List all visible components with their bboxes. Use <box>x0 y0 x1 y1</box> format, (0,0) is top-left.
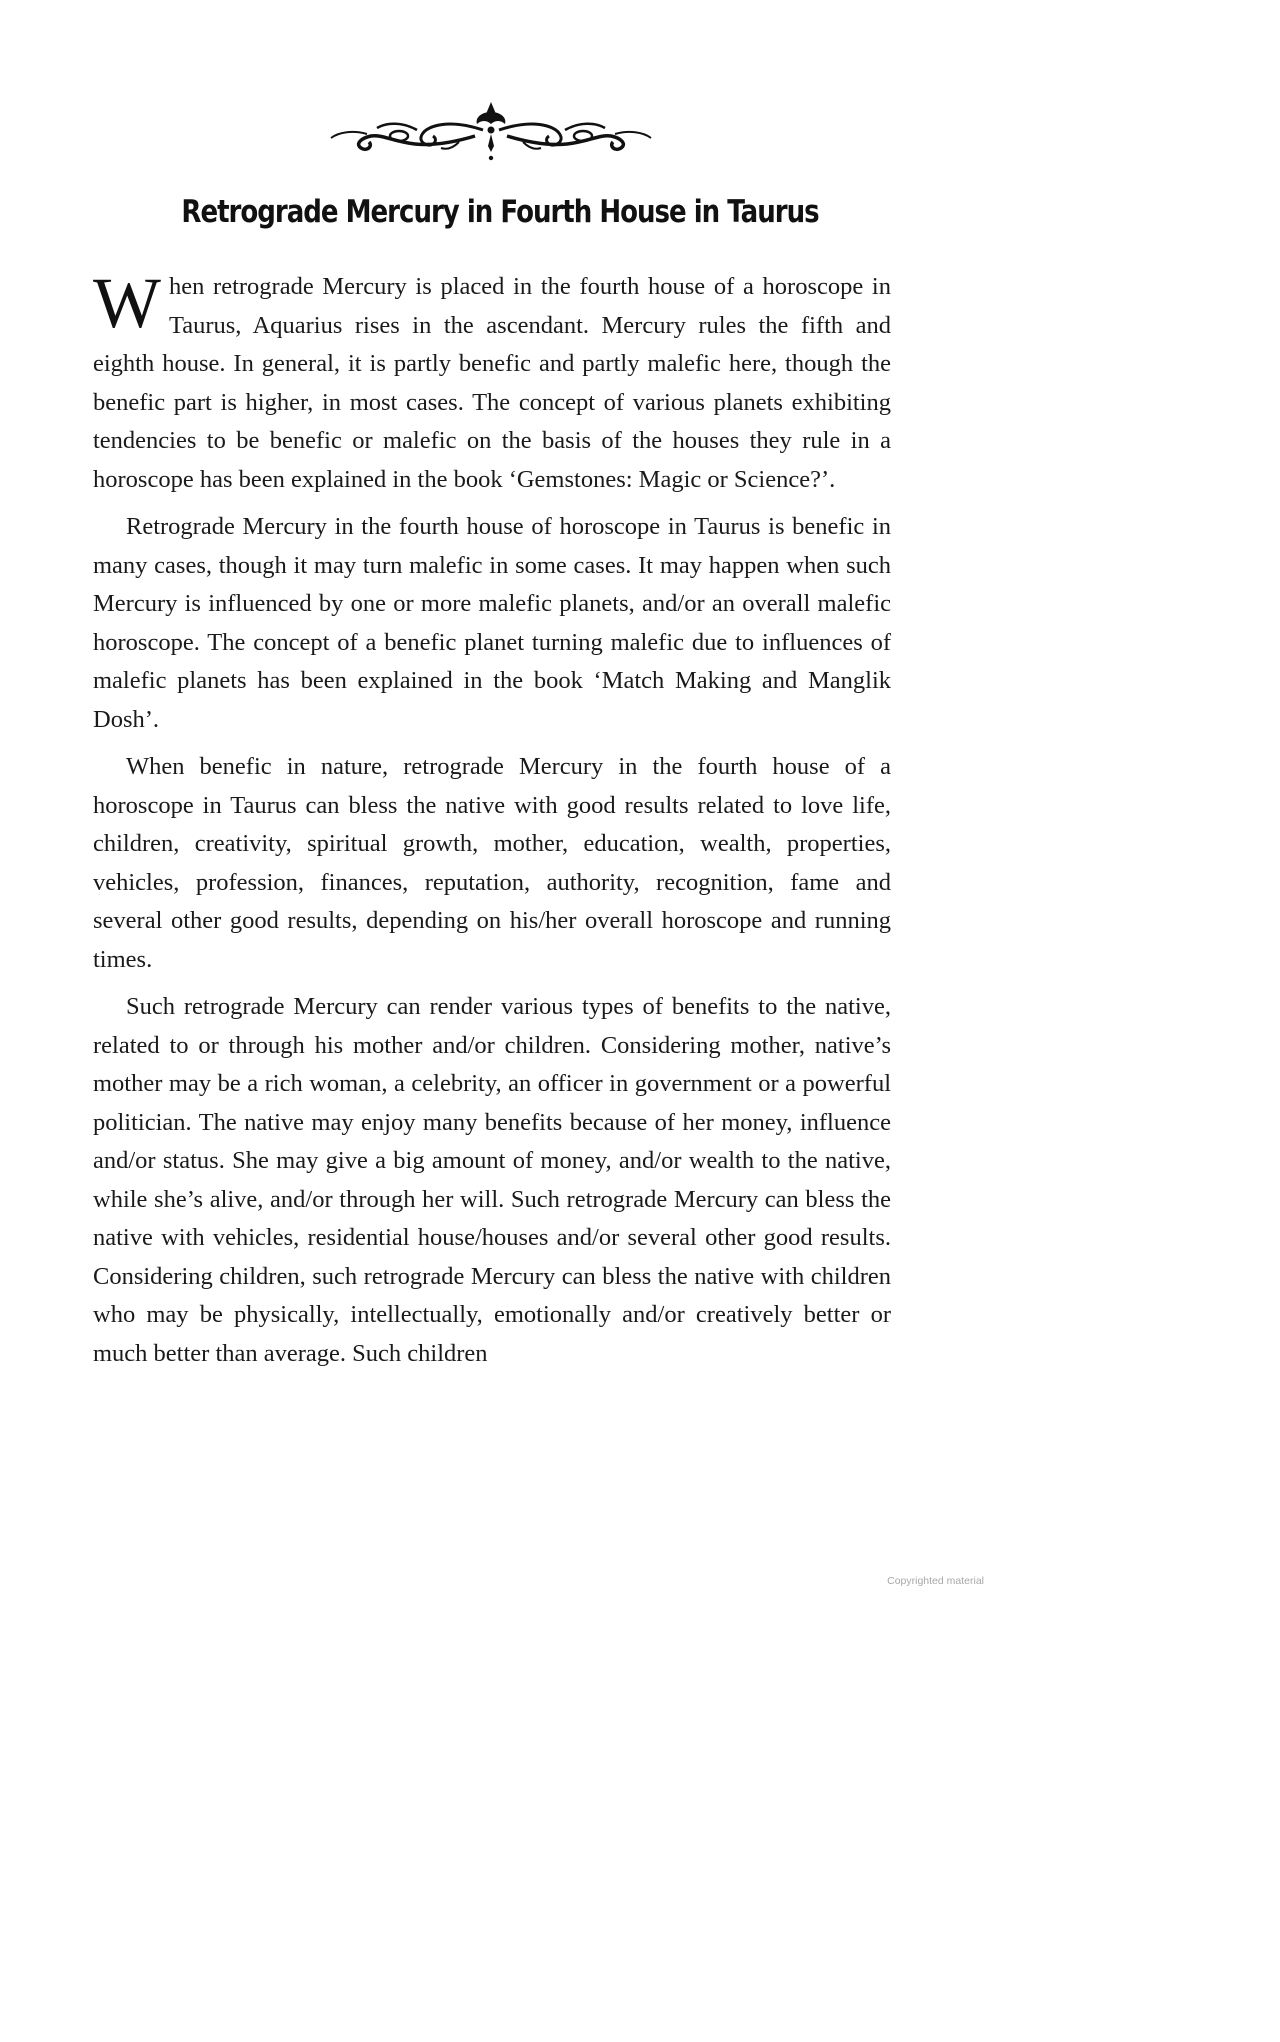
body-text <box>93 263 891 1382</box>
paragraph-3: When benefic in nature, retrograde Mercury in the fourth house of a horoscope in Taurus can bless the native with good results related to love life, children, creativity, spiritual growth, mother, education, wealth, properties, vehicles, profession, finances, reputation, authority, recognition, fame and several other good results, depending on his/her overall horoscope and running times. <box>93 753 891 973</box>
paragraph-2: Retrograde Mercury in the fourth house of horoscope in Taurus is benefic in many cases, though it may turn malefic in some cases. It may happen when such Mercury is influenced by one or more malefic planets, and/or an overall malefic horoscope. The concept of a benefic planet turning malefic due to influences of malefic planets has been explained in the book ‘Match Making and Manglik Dosh’. <box>93 513 891 733</box>
copyright-notice: Copyrighted material <box>887 1575 984 1587</box>
paragraph-1 <box>93 263 891 499</box>
chapter-title: Retrograde Mercury in Fourth House in Taurus <box>181 194 819 230</box>
paragraph-4: Such retrograde Mercury can render various types of benefits to the native, related to or through his mother and/or children. Considering mother, native’s mother may be a rich woman, a celebrity, an officer in government or a powerful politician. The native may enjoy many benefits because of her money, influence and/or status. She may give a big amount of money, and/or wealth to the native, while she’s alive, and/or through her will. Such retrograde Mercury can bless the native with vehicles, residential house/houses and/or several other good results. Considering children, such retrograde Mercury can bless the native with children who may be physically, intellectually, emotionally and/or creatively better or much better than average. Such children <box>93 993 891 1367</box>
drop-cap: W <box>93 263 161 343</box>
paragraph-1-text: hen retrograde Mercury is placed in the fourth house of a horoscope in Taurus, Aquarius rises in the ascendant. Mercury rules the fifth and eighth house. In general, it is partly benefic and partly malefic here, though the benefic part is higher, in most cases. The concept of various planets exhibiting tendencies to be benefic or malefic on the basis of the houses they rule in a horoscope has been explained in the book ‘Gemstones: Magic or Science?’. <box>93 273 891 493</box>
flourish-ornament-icon <box>325 100 657 170</box>
